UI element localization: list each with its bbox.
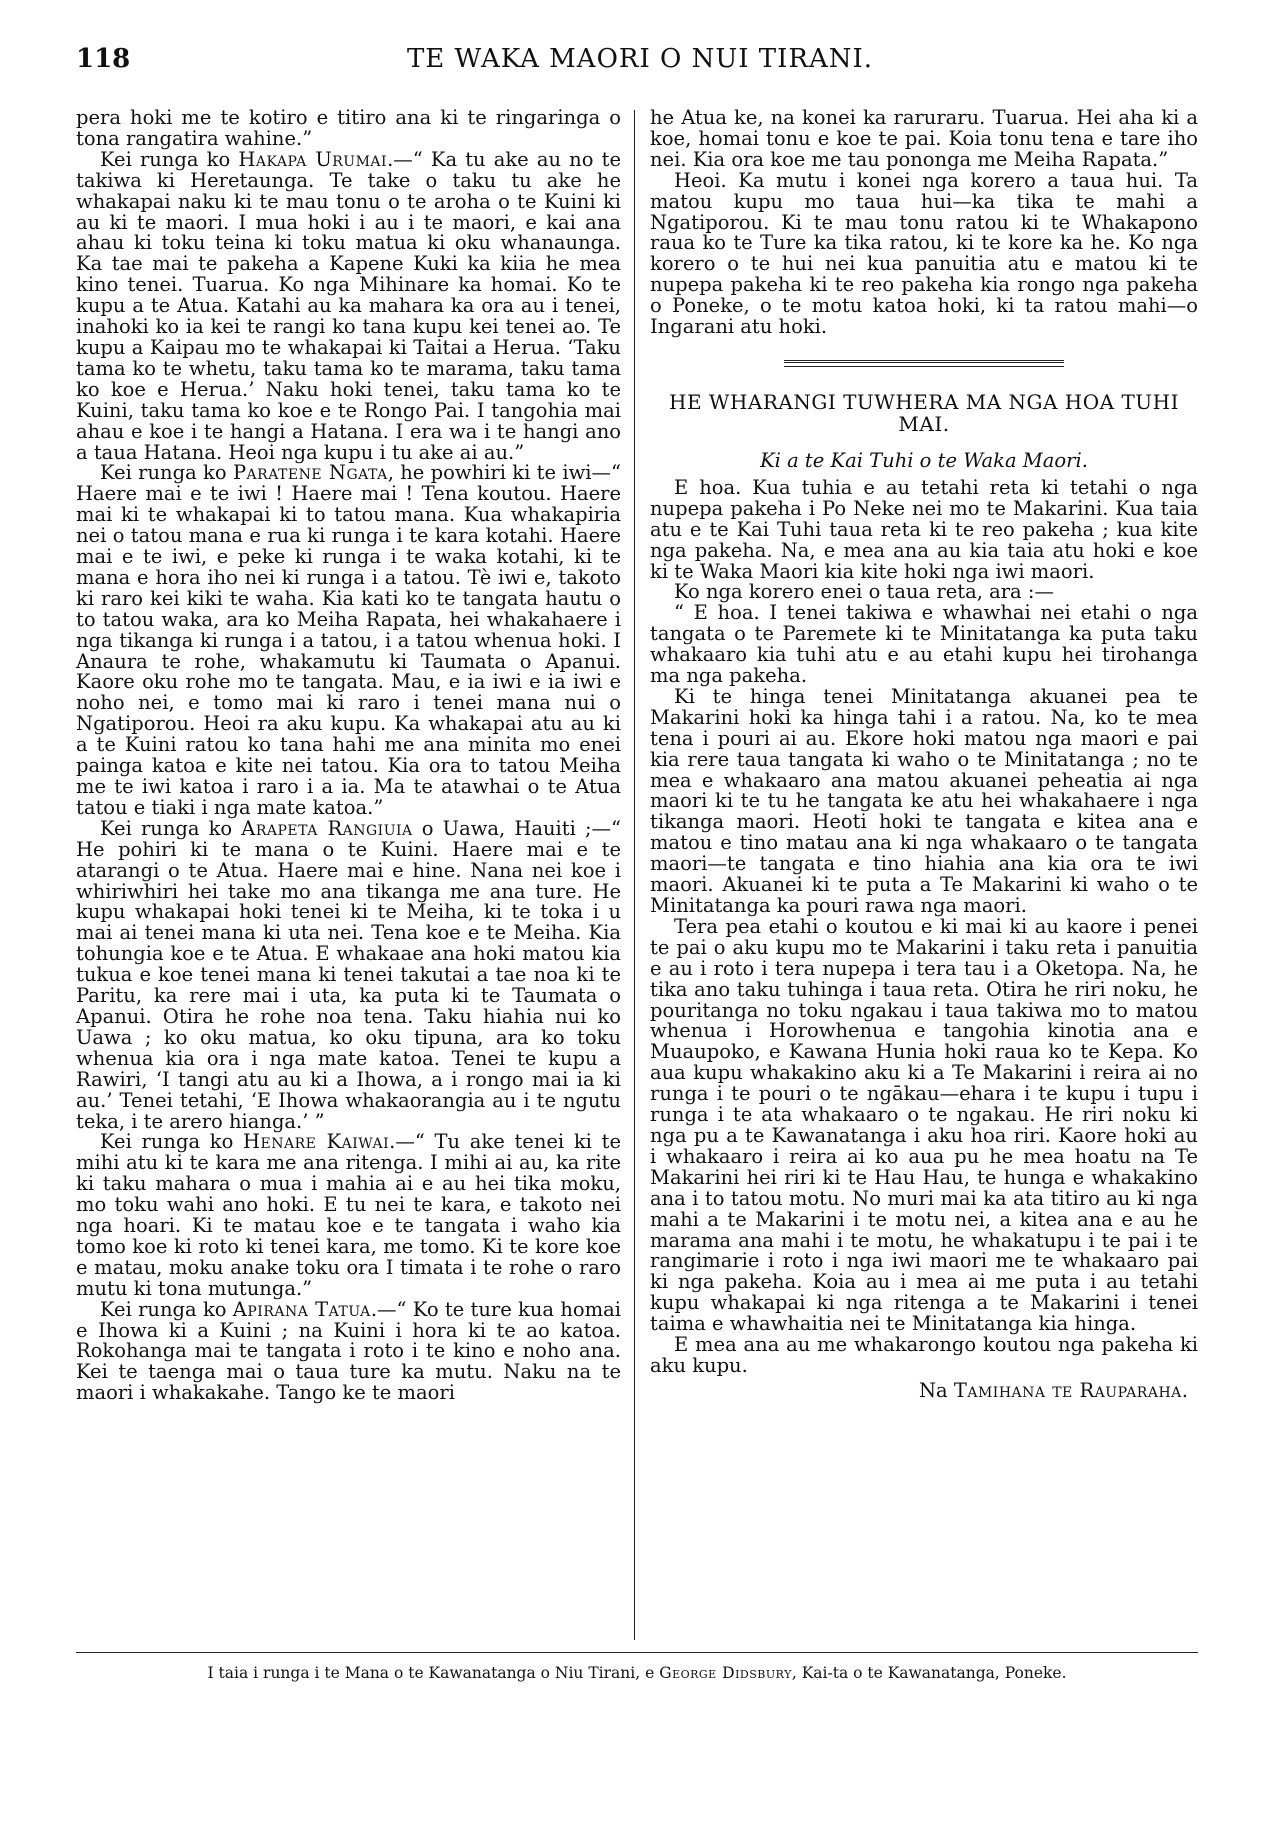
paragraph-text: o Uawa, Hauiti ;—“ He pohiri ki te mana o te Kuini. Haere mai e te atarangi o te Atua. Haere mai e hine. Nana nei koe i whiriwhiri hei take mo ana tikanga me ana ture. He kupu whakapai hoki tenei ki te Meiha, ki te toka i u mai ai tenei mana ki uta nei. Tena koe e te Meiha. Kia tohungia koe e te Atua. E whakaae ana hoki matou kia tukua e koe tenei mana ki tenei takutai a tae noa ki te Paritu, ka rere mai i uta, ka puta ki te Taumata o Apanui. Otira he rohe noa tena. Taku hiahia nui ko Uawa ; ko oku matua, ko oku tipuna, ara ko toku whenua kia ora i nga mate katoa. Tenei te kupu a Rawiri, ‘I tangi atu au ki a Ihowa, a i rongo mai ia ki au.’ Tenei tetahi, ‘E Ihowa whakaorangia au i te ngutu teka, i te arero hianga.’ ” — [76, 816, 621, 1133]
paragraph-prefix: Kei runga ko — [100, 461, 233, 485]
paragraph: Ki te hinga tenei Minitatanga akuanei pea te Makarini hoki ka hinga tahi i a ratou. Na, ko te mea tena i pouri ai au. Ekore hoki matou nga maori e pai kia rere taua tangata ki waho o te Minitatanga ; no te mea e whakaaro ana matou akuanei peheatia ai nga maori ki te tu he tangata ke atu hei whakahaere i nga tikanga maori. Heoti hoki te tangata e kitea ana e matou e tino matau ana ki nga whakaaro o te tangata maori—te tangata e tino hiahia ana kia ora te iwi maori. Akuanei ki te puta a Te Makarini ki waho o te Minitatanga ka pouri rawa nga maori. — [650, 684, 1198, 917]
speaker-name: Hakapa Urumai — [238, 147, 388, 171]
right-column — [650, 108, 1198, 1402]
letter-salutation-heading: Ki a te Kai Tuhi o te Waka Maori. — [760, 448, 1088, 472]
paragraph: E mea ana au me whakarongo koutou nga pakeha ki aku kupu. — [650, 1333, 1198, 1377]
imprint-footer — [76, 1664, 1198, 1682]
speech-henare-kaiwai — [76, 1132, 621, 1299]
paragraph: Heoi. Ka mutu i konei nga korero a taua hui. Ta matou kupu mo taua hui—ka tika te mahi a Ngatiporou. Ki te mau tonu ratou ki te Whakapono raua ko te Ture ka tika ratou, ki te kore ka he. Ko nga korero o te hui nei kua panuitia atu e matou ki te nupepa pakeha ki te reo pakeha kia rongo nga pakeha o Poneke, o te motu katoa hoki, ki ta ratou mahi—o Ingarani atu hoki. — [650, 168, 1198, 339]
speech-paratene-ngata — [76, 463, 621, 818]
signature — [650, 1378, 1198, 1402]
paragraph: he Atua ke, na konei ka raruraru. Tuarua. Hei aha ki a koe, homai tonu e koe te pai. Koia tonu tena e tare iho nei. Kia ora koe me tau pononga me Meiha Rapata.” — [650, 106, 1198, 171]
paragraph: E hoa. Kua tuhia e au tetahi reta ki tetahi o nga nupepa pakeha i Po Neke nei mo te Makarini. Kua taia atu e te Kai Tuhi taua reta ki te reo pakeha ; kua kite nga pakeha. Na, e mea ana au kia taia atu hoki e koe ki te Waka Maori kia kite hoki nga iwi maori. — [650, 475, 1198, 583]
paragraph-text: , he powhiri ki te iwi—“ Haere mai e te iwi ! Haere mai ! Tena koutou. Haere mai ki te whakapai ki to tatou mana. Kua whakapiria nei o tatou mana e rua ki runga i te kara kotahi. Haere mai e te iwi, e peke ki runga i te waka kotahi, ki te mana e hora iho nei ki runga i a tatou. Tè iwi e, takoto ki raro kei kiki te waha. Kia kati ko te tangata hautu o to tatou waka, ara ko Meiha Rapata, hei whakahaere i nga tikanga ki runga i a tatou, i a tatou whenua hoki. I Anaura te rohe, whakamutu ki Taumata o Apanui. Kaore oku rohe mo te tangata. Mau, e ia iwi e ia iwi e noho nei, e tomo mai ki raro i tenei mana nui o Ngatiporou. Heoi ra aku kupu. Ka whakapai atu au ki a te Kuini ratou ko tana hahi me ana minita mo enei painga katoa e kite nei tatou. Kia ora to tatou Meiha me te iwi katoa i raro i a ia. Ma te atawhai o te Atua tatou e tiaki i nga mate katoa.” — [76, 461, 621, 819]
paragraph-prefix: Kei runga ko — [100, 1297, 233, 1321]
paragraph-prefix: Kei runga ko — [100, 147, 239, 171]
speaker-name: Apirana Tatua — [232, 1297, 371, 1321]
paragraph-prefix: Kei runga ko — [100, 1130, 244, 1154]
speaker-name: Henare Kaiwai — [243, 1130, 390, 1154]
paragraph: Tera pea etahi o koutou e ki mai ki au kaore i penei te pai o aku kupu mo te Makarini i taku reta i panuitia e au i roto i tera nupepa i tera tau i a Oketopa. Na, he tika ano taku tuhinga i taua reta. Otira he riri noku, he pouritanga no toku ngakau i taua takiwa mo to matou whenua i Horowhenua e tangohia kinotia ana e Muaupoko, e Kawana Hunia hoki raua ko te Kepa. Ko aua kupu whakakino aku ki a Te Makarini i reira ai no runga i te pouri o te ngākau—ehara i te kupu i tupu i runga i te ata whakaaro o te ngakau. He riri noku ki nga pu a te Kawanatanga i aku hoa riri. Kaore hoki au i whakaaro i reira ai ko aua pu he mea hoatu na Te Makarini hei riri ki te Hau Hau, te hunga e whakakino ana i to tatou motu. No muri mai ka ata titiro au ki nga mahi a te Makarini i te motu nei, a kitea ana e au he marama ana mahi i te motu, he whakatupu i te pai i te rangimarie i roto i nga iwi maori me te whakaaro pai ki nga pakeha. Koia au i mea ai me puta i au tetahi kupu whakapai ki nga ritenga a te Makarini i tenei taima e whawhaitia nei te Minitatanga kia hinga. — [650, 914, 1198, 1336]
speech-apirana-tatua — [76, 1297, 621, 1405]
footer-suffix: , Kai-ta o te Kawanatanga, Poneke. — [791, 1664, 1067, 1682]
paragraph: “ E hoa. I tenei takiwa e whawhai nei etahi o nga tangata o te Paremete ki te Minitatanga ka puta taku whakaaro kia tuhi atu e au etahi kupu hei tirohanga ma nga pakeha. — [650, 601, 1198, 688]
newspaper-title: TE WAKA MAORI O NUI TIRANI. — [406, 44, 874, 74]
printer-name: George Didsbury — [659, 1664, 792, 1682]
signature-suffix: . — [1181, 1378, 1188, 1402]
speech-arapeta-rangiuia — [76, 816, 621, 1133]
paragraph: Ko nga korero enei o taua reta, ara :— — [674, 580, 1054, 604]
paragraph-text: .—“ Ka tu ake au no te takiwa ki Heretaunga. Te take o taku tu ake he whakapai naku ki te mau tonu o te aroha o te Kuini ki au ki te maori. I mua hoki i au i te maori, e kai ana ahau ki toku teina ki toku matua ki oku whanaunga. Ka tae mai te pakeha a Kapene Kuki ka kiia he mea kino tenei. Tuarua. Ko nga Mihinare ka homai. Ko te kupu a te Atua. Katahi au ka mahara ka ora au i tenei, inahoki ko ia kei te rangi ko tana kupu kei tenei ao. Te kupu a Kaipau mo te whakapai ki Taitai a Herua. ‘Taku tama ko te whetu, taku tama ko te marama, taku tama ko koe e Herua.’ Naku hoki tenei, taku tama ko te Kuini, taku tama ko koe e te Rongo Pai. I tangohia mai ahau e koe i te hangi a Hatana. I era wa i te hangi ano a taua Hatana. Heoi nga kupu i tu ake ai au.” — [76, 147, 621, 464]
paragraph: pera hoki me te kotiro e titiro ana ki te ringaringa o tona rangatira wahine.” — [76, 106, 621, 150]
paragraph-text: .—“ Tu ake tenei ki te mihi atu ki te kara me ana ritenga. I mihi ai au, ka rite ki taku mahara o mua i mahia ai e au hei tika moku, mo toku wahi ano hoki. E tu nei te kara, e takoto nei nga hoari. Ki te matau koe e te tangata i waho kia tomo koe ki roto ki tenei kara, me tomo. Ki te kore koe e matau, moku anake toku ora I timata i te rohe o raro mutu ki tona mutunga.” — [76, 1130, 621, 1300]
footer-rule — [76, 1652, 1198, 1653]
section-rule — [784, 360, 1064, 367]
section-heading: HE WHARANGI TUWHERA MA NGA HOA TUHI MAI. — [669, 389, 1179, 436]
left-column — [76, 108, 621, 1404]
signature-prefix: Na — [918, 1378, 954, 1402]
footer-prefix: I taia i runga i te Mana o te Kawanatanga o Niu Tirani, e — [207, 1664, 660, 1682]
paragraph-text: .—“ Ko te ture kua homai e Ihowa ki a Kuini ; na Kuini i hora ki te ao katoa. Rokohanga mai te tangata i roto i te kino e noho ana. Kei te taenga mai o taua ture ka mutu. Naku na te maori i whakakahe. Tango ke te maori — [76, 1297, 621, 1405]
speech-hakapa-urumai — [76, 147, 621, 464]
paragraph-prefix: Kei runga ko — [100, 816, 242, 840]
column-divider — [634, 110, 635, 1640]
page-number: 118 — [76, 44, 131, 74]
signature-name: Tamihana te Rauparaha — [953, 1378, 1182, 1402]
speaker-name: Arapeta Rangiuia — [241, 816, 413, 840]
speaker-name: Paratene Ngata — [232, 461, 388, 485]
